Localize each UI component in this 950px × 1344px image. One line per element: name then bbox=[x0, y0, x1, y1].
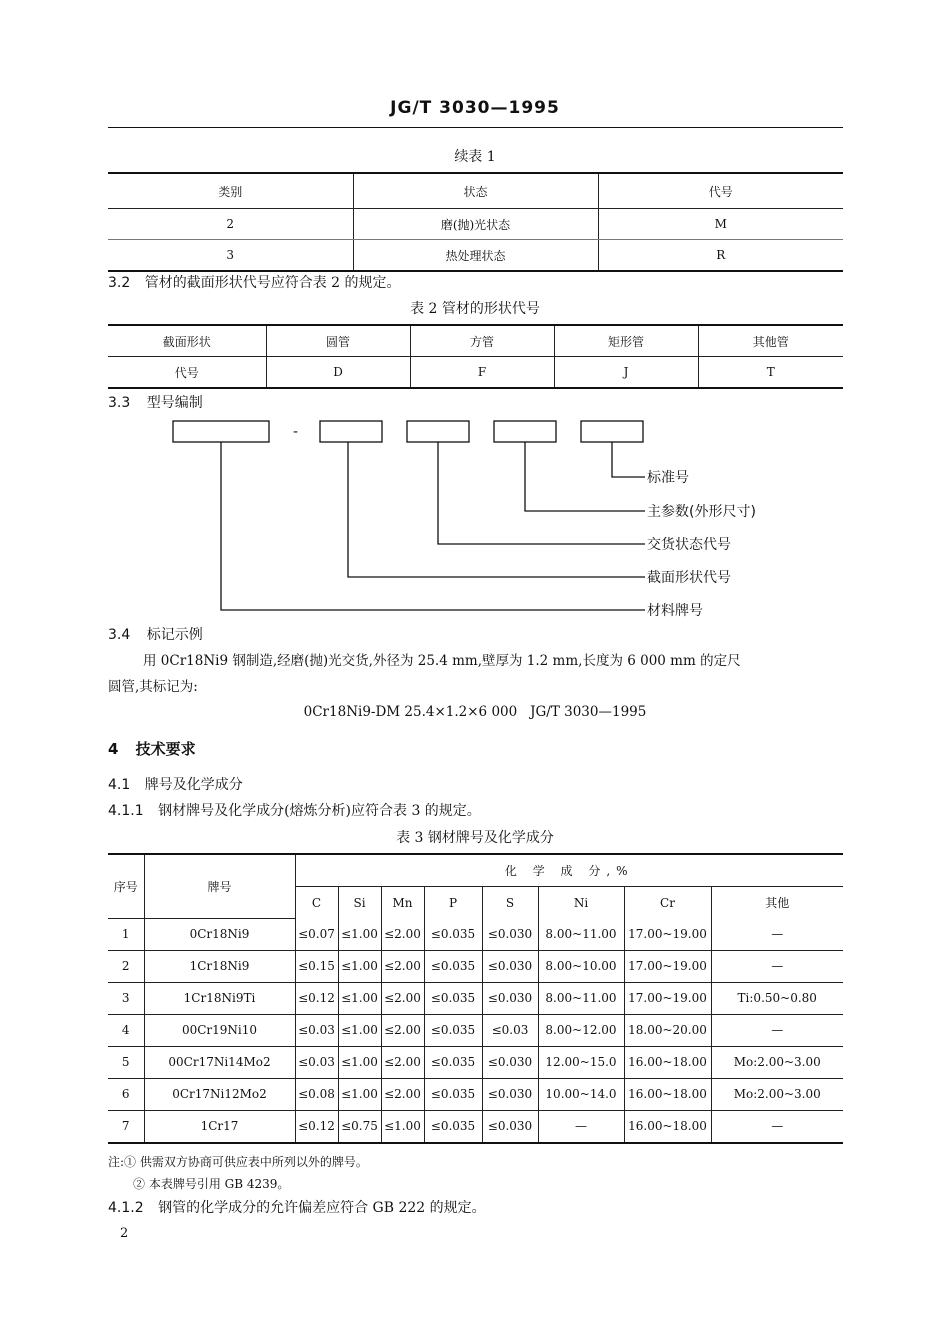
table3-cell: ≤2.00 bbox=[381, 918, 424, 950]
model-code-diagram bbox=[160, 410, 820, 625]
section-3-2 bbox=[108, 273, 401, 293]
table3-cell: 12.00~15.0 bbox=[538, 1046, 624, 1078]
table3-cell: Mo:2.00~3.00 bbox=[711, 1046, 843, 1078]
table3-cell: ≤1.00 bbox=[338, 1078, 381, 1110]
table3-cell: 0Cr18Ni9 bbox=[144, 918, 295, 950]
table3-cell: ≤2.00 bbox=[381, 1014, 424, 1046]
document-header: JG/T 3030—1995 bbox=[390, 98, 560, 118]
section-text: 钢管的化学成分的允许偏差应符合 GB 222 的规定。 bbox=[158, 1200, 486, 1216]
code-box-parameter bbox=[494, 421, 556, 442]
table3-cell: 16.00~18.00 bbox=[624, 1078, 711, 1110]
table3-cell: ≤1.00 bbox=[338, 950, 381, 982]
table3-cell: 16.00~18.00 bbox=[624, 1110, 711, 1143]
table3-element-header: S bbox=[482, 887, 538, 919]
section-3-4-text-line2: 圆管,其标记为: bbox=[108, 679, 198, 695]
table3-cell: ≤0.035 bbox=[424, 982, 482, 1014]
table3-cell: 1Cr18Ni9Ti bbox=[144, 982, 295, 1014]
label-main-parameter: 主参数(外形尺寸) bbox=[647, 504, 756, 520]
leader-line bbox=[438, 442, 645, 544]
section-number: 3.3 bbox=[108, 395, 131, 411]
table2-cell: T bbox=[698, 357, 843, 389]
section-3-4-text-line1: 用 0Cr18Ni9 钢制造,经磨(抛)光交货,外径为 25.4 mm,壁厚为 1.2 mm,长度为 6 000 mm 的定尺 bbox=[143, 653, 741, 669]
table2-caption: 表 2 管材的形状代号 bbox=[410, 301, 540, 317]
table3-cell: ≤0.035 bbox=[424, 1110, 482, 1143]
table3-cell: ≤0.030 bbox=[482, 982, 538, 1014]
table3-cell: 1Cr18Ni9 bbox=[144, 950, 295, 982]
section-number: 3.4 bbox=[108, 627, 131, 643]
table3-cell: ≤1.00 bbox=[381, 1110, 424, 1143]
table3-cell: ≤0.75 bbox=[338, 1110, 381, 1143]
table3-cell: ≤1.00 bbox=[338, 1014, 381, 1046]
section-4-1-heading bbox=[108, 775, 243, 795]
section-4-1-1 bbox=[108, 801, 481, 821]
table2-cell: J bbox=[554, 357, 698, 389]
section-4-heading bbox=[108, 738, 196, 759]
table3-cell: — bbox=[538, 1110, 624, 1143]
table3-element-header: P bbox=[424, 887, 482, 919]
label-shape-code: 截面形状代号 bbox=[647, 570, 731, 586]
section-number: 4 bbox=[108, 740, 119, 758]
table-row bbox=[108, 1078, 843, 1110]
table1-cell: 热处理状态 bbox=[353, 240, 598, 272]
table3-cell: 0Cr17Ni12Mo2 bbox=[144, 1078, 295, 1110]
table3-cell: 8.00~10.00 bbox=[538, 950, 624, 982]
code-dash: - bbox=[293, 424, 299, 440]
table3-element-header: Ni bbox=[538, 887, 624, 919]
section-text: 管材的截面形状代号应符合表 2 的规定。 bbox=[144, 275, 401, 291]
table3-cell: ≤1.00 bbox=[338, 918, 381, 950]
table3-element-header: Cr bbox=[624, 887, 711, 919]
table3-cell: 17.00~19.00 bbox=[624, 982, 711, 1014]
table3-cell: — bbox=[711, 918, 843, 950]
table1-cell: 2 bbox=[108, 209, 353, 240]
table3-cell: ≤0.03 bbox=[295, 1046, 338, 1078]
table3-cell: ≤0.030 bbox=[482, 1046, 538, 1078]
table3-header-row bbox=[108, 854, 843, 887]
table3-element-header: Mn bbox=[381, 887, 424, 919]
section-4-1-2 bbox=[108, 1198, 486, 1218]
code-box-material bbox=[173, 421, 269, 442]
table-row bbox=[108, 1046, 843, 1078]
table3-cell: Mo:2.00~3.00 bbox=[711, 1078, 843, 1110]
table-row bbox=[108, 918, 843, 950]
table3-note-1: 注:① 供需双方协商可供应表中所列以外的牌号。 bbox=[108, 1155, 368, 1169]
table3-cell: ≤2.00 bbox=[381, 982, 424, 1014]
table3-cell: ≤0.030 bbox=[482, 918, 538, 950]
section-number: 4.1.2 bbox=[108, 1200, 144, 1216]
table2-cell: 矩形管 bbox=[554, 325, 698, 357]
table3-cell: ≤0.035 bbox=[424, 918, 482, 950]
label-delivery-state: 交货状态代号 bbox=[647, 537, 731, 553]
table3-cell: 5 bbox=[108, 1046, 144, 1078]
table1-cell: M bbox=[598, 209, 843, 240]
table2-cell: 截面形状 bbox=[108, 325, 266, 357]
table3-cell: 18.00~20.00 bbox=[624, 1014, 711, 1046]
code-box-delivery bbox=[407, 421, 469, 442]
leader-line bbox=[612, 442, 645, 477]
table-row bbox=[108, 240, 843, 272]
table1-cell: R bbox=[598, 240, 843, 272]
table3-cell: ≤0.030 bbox=[482, 1078, 538, 1110]
table3-cell: 00Cr19Ni10 bbox=[144, 1014, 295, 1046]
table-row bbox=[108, 1110, 843, 1143]
table3-cell: 16.00~18.00 bbox=[624, 1046, 711, 1078]
table3-cell: 17.00~19.00 bbox=[624, 918, 711, 950]
code-box-standard bbox=[581, 421, 643, 442]
table3-cell: ≤0.12 bbox=[295, 982, 338, 1014]
section-number: 4.1.1 bbox=[108, 803, 144, 819]
leader-line bbox=[348, 442, 645, 577]
table3-element-header: 其他 bbox=[711, 887, 843, 919]
table2-cell: 圆管 bbox=[266, 325, 410, 357]
table3-cell: — bbox=[711, 1014, 843, 1046]
section-text: 钢材牌号及化学成分(熔炼分析)应符合表 3 的规定。 bbox=[158, 803, 481, 819]
table3-cell: 10.00~14.0 bbox=[538, 1078, 624, 1110]
table3-cell: 00Cr17Ni14Mo2 bbox=[144, 1046, 295, 1078]
table3-cell: 17.00~19.00 bbox=[624, 950, 711, 982]
table-row bbox=[108, 982, 843, 1014]
table3-cell: — bbox=[711, 950, 843, 982]
table3-cell: 8.00~11.00 bbox=[538, 982, 624, 1014]
table-row bbox=[108, 950, 843, 982]
table3-cell: ≤0.035 bbox=[424, 950, 482, 982]
table1-header-cell: 类别 bbox=[108, 173, 353, 209]
table3-cell: 2 bbox=[108, 950, 144, 982]
table2-cell: 其他管 bbox=[698, 325, 843, 357]
table3-cell: 6 bbox=[108, 1078, 144, 1110]
table3-cell: ≤2.00 bbox=[381, 950, 424, 982]
marking-example: 0Cr18Ni9-DM 25.4×1.2×6 000 JG/T 3030—1995 bbox=[303, 704, 647, 720]
table2-cell: D bbox=[266, 357, 410, 389]
table3-cell: ≤0.030 bbox=[482, 950, 538, 982]
table3-cell: ≤0.035 bbox=[424, 1014, 482, 1046]
table3-header-grade: 牌号 bbox=[144, 854, 295, 918]
label-material-grade: 材料牌号 bbox=[647, 603, 703, 619]
code-box-shape bbox=[320, 421, 382, 442]
table3-cell: ≤1.00 bbox=[338, 982, 381, 1014]
table1 bbox=[108, 172, 843, 272]
table3-cell: — bbox=[711, 1110, 843, 1143]
table3-cell: 3 bbox=[108, 982, 144, 1014]
table1-header-cell: 状态 bbox=[353, 173, 598, 209]
table-row bbox=[108, 209, 843, 240]
table3-header-seq: 序号 bbox=[108, 854, 144, 918]
leader-line bbox=[221, 442, 645, 610]
table3-cell: ≤0.07 bbox=[295, 918, 338, 950]
table3-cell: ≤0.035 bbox=[424, 1046, 482, 1078]
table-row bbox=[108, 325, 843, 357]
table3-cell: ≤0.03 bbox=[482, 1014, 538, 1046]
table3-cell: ≤2.00 bbox=[381, 1046, 424, 1078]
table3-header-group: 化 学 成 分,% bbox=[295, 854, 843, 887]
table3-element-header: C bbox=[295, 887, 338, 919]
section-number: 3.2 bbox=[108, 275, 131, 291]
table1-cell: 3 bbox=[226, 248, 235, 262]
table1-header-row bbox=[108, 173, 843, 209]
table3 bbox=[108, 853, 843, 1144]
table3-cell: ≤1.00 bbox=[338, 1046, 381, 1078]
table3-cell: ≤2.00 bbox=[381, 1078, 424, 1110]
table3-cell: ≤0.08 bbox=[295, 1078, 338, 1110]
table2-cell: 代号 bbox=[174, 365, 199, 380]
table3-cell: Ti:0.50~0.80 bbox=[711, 982, 843, 1014]
table3-cell: ≤0.15 bbox=[295, 950, 338, 982]
table3-cell: ≤0.12 bbox=[295, 1110, 338, 1143]
table3-cell: 4 bbox=[108, 1014, 144, 1046]
section-title: 型号编制 bbox=[146, 395, 203, 411]
table3-cell: ≤0.035 bbox=[424, 1078, 482, 1110]
table3-cell: ≤0.03 bbox=[295, 1014, 338, 1046]
table1-cell: 磨(抛)光状态 bbox=[353, 209, 598, 240]
table3-element-header: Si bbox=[338, 887, 381, 919]
section-3-4-heading bbox=[108, 625, 203, 645]
table2-cell: F bbox=[410, 357, 554, 389]
page-number: 2 bbox=[120, 1226, 129, 1241]
table-row bbox=[108, 1014, 843, 1046]
section-title: 标记示例 bbox=[146, 627, 203, 643]
label-standard: 标准号 bbox=[647, 470, 689, 486]
section-number: 4.1 bbox=[108, 777, 131, 793]
table3-cell: 8.00~12.00 bbox=[538, 1014, 624, 1046]
header-rule bbox=[108, 127, 843, 128]
table1-caption: 续表 1 bbox=[454, 149, 496, 165]
table3-cell: 1Cr17 bbox=[144, 1110, 295, 1143]
table2-cell: 方管 bbox=[410, 325, 554, 357]
table3-cell: ≤0.030 bbox=[482, 1110, 538, 1143]
table-row bbox=[108, 357, 843, 389]
table3-note-2: ② 本表牌号引用 GB 4239。 bbox=[133, 1177, 290, 1191]
table3-cell: 7 bbox=[108, 1110, 144, 1143]
section-title: 牌号及化学成分 bbox=[144, 777, 243, 793]
table3-caption: 表 3 钢材牌号及化学成分 bbox=[396, 830, 554, 846]
table3-cell: 8.00~11.00 bbox=[538, 918, 624, 950]
table1-header-cell: 代号 bbox=[598, 173, 843, 209]
table2 bbox=[108, 324, 843, 389]
table3-cell: 1 bbox=[108, 918, 144, 950]
section-title: 技术要求 bbox=[135, 740, 196, 758]
